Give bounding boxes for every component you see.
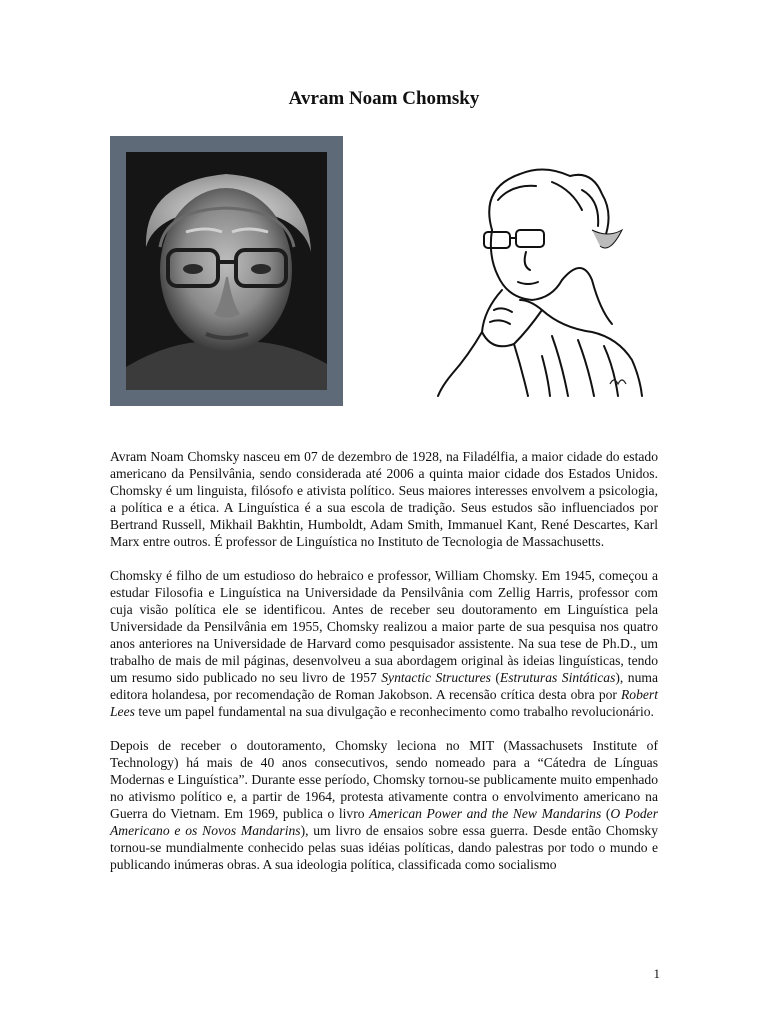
italic-text: O Poder Americano e os Novos Mandarins [110,806,659,838]
text-run: ), numa editora holandesa, por recomendação de Roman Jakobson. A recensão crítica desta obra por [110,670,658,702]
paragraph-2 [110,567,658,720]
italic-text: Estruturas Sintáticas [499,670,616,685]
paragraph-1 [110,448,658,550]
page-number: 1 [653,966,660,981]
italic-text: Robert Lees [110,687,658,719]
text-run: ), um livro de ensaios sobre essa guerra. Desde então Chomsky tornou-se mundialmente conhecido pelas suas idéias políticas, dando palestras por todo o mundo e publicando inúmeras obras. A sua ideologia política, classificada como socialismo [110,823,658,872]
text-run: Depois de receber o doutoramento, Chomsky leciona no MIT (Massachusets Institute of Technology) há mais de 40 anos consecutivos, sendo nomeado para a “Cátedra de Línguas Modernas e Linguística”. Durante esse período, Chomsky tornou-se publicamente muito empenhado no ativismo político e, a partir de 1964, protesta ativamente contra o envolvimento americano na Guerra do Vietnam. Em 1969, publica o livro [110,738,658,821]
italic-text: American Power and the New Mandarins [369,806,602,821]
article-body [110,448,658,890]
text-run: teve um papel fundamental na sua divulgação e reconhecimento como trabalho revolucionário. [134,704,654,719]
portrait-sketch [432,160,647,400]
text-run: Avram Noam Chomsky nasceu em 07 de dezembro de 1928, na Filadélfia, a maior cidade do estado americano da Pensilvânia, sendo considerada até 2006 a quinta maior cidade dos Estados Unidos. Chomsky é um linguista, filósofo e ativista político. Seus maiores interesses envolvem a psicologia, a política e a ética. A Linguística é a sua escola de tradição. Seus estudos são influenciados por Bertrand Russell, Mikhail Bakhtin, Humboldt, Adam Smith, Immanuel Kant, René Descartes, Karl Marx entre outros. É professor de Linguística no Instituto de Tecnologia de Massachusetts. [110,449,658,549]
portrait-photo [110,136,343,406]
page-title: Avram Noam Chomsky [288,88,480,109]
paragraph-3 [110,737,658,873]
text-run: Chomsky é filho de um estudioso do hebraico e professor, William Chomsky. Em 1945, começou a estudar Filosofia e Linguística na Universidade da Pensilvânia com Zellig Harris, professor com cuja visão política ele se identificou. Antes de receber seu doutoramento em Linguística pela Universidade da Pensilvânia em 1955, Chomsky realizou a maior parte de sua pesquisa nos quatro anos anteriores na Universidade de Harvard como pesquisador assistente. Na sua tese de Ph.D., um trabalho de mais de mil páginas, desenvolveu a sua abordagem original às ideias linguísticas, tendo um resumo sido publicado no seu livro de 1957 [110,568,658,685]
text-run: ( [601,806,611,821]
text-run: ( [490,670,500,685]
italic-text: Syntactic Structures [381,670,491,685]
